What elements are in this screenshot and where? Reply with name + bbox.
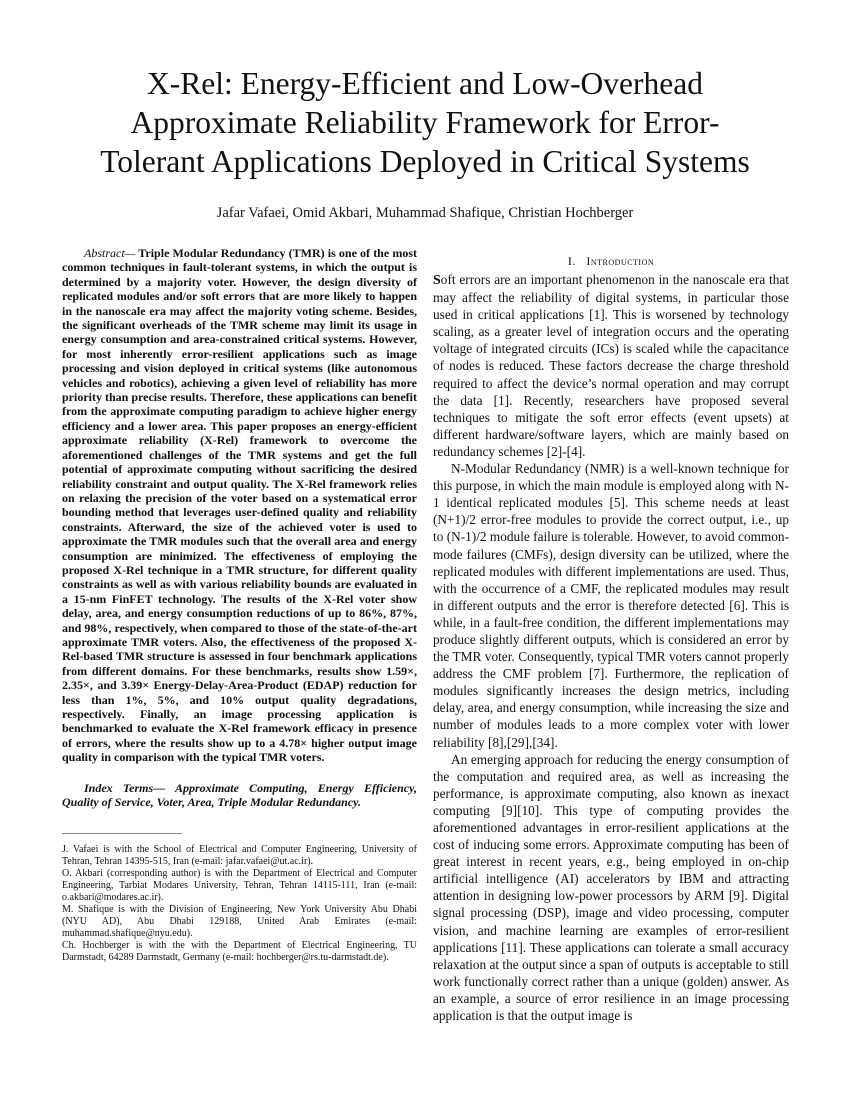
index-terms-label: Index Terms— <box>84 780 166 795</box>
title-line-3: Tolerant Applications Deployed in Critical Systems <box>100 144 750 179</box>
footnote-shafique: M. Shafique is with the Division of Engineering, New York University Abu Dhabi (NYU AD), Abu Dhabi 129188, United Arab Emirates (e-mail: muhammad.shafique@nyu.edu). <box>62 904 417 940</box>
abstract-label: Abstract— <box>84 246 136 260</box>
section-heading <box>433 253 789 269</box>
section-number: I. <box>567 254 576 268</box>
index-terms <box>62 781 417 810</box>
footnote-hochberger: Ch. Hochberger is with the with the Department of Electrical Engineering, TU Darmstadt, 64289 Darmstadt, Germany (e-mail: hochberger@rs.tu-darmstadt.de). <box>62 940 417 964</box>
title-line-1: X-Rel: Energy-Efficient and Low-Overhead <box>146 66 703 101</box>
intro-paragraph-1-text: oft errors are an important phenomenon in the nanoscale era that may affect the reliability of digital systems, in particular those used in critical applications [1]. This is worsened by technology scaling, as a greater level of integration occurs and the operating voltage of integrated circuits (ICs) is scaled while the capacitance of nodes is reduced. These factors decrease the charge threshold required to affect the device’s normal operation and may corrupt the data [1]. Recently, researchers have proposed several techniques to mitigate the soft error effects (event upsets) at different hardware/software layers, which are mainly based on redundancy schemes [2]-[4]. <box>433 272 789 459</box>
drop-cap: S <box>433 273 441 288</box>
title-line-2: Approximate Reliability Framework for Error- <box>130 105 720 140</box>
index-terms-text: Approximate Computing, Energy Efficiency, Quality of Service, Voter, Area, Triple Modular Redundancy. <box>62 780 417 810</box>
abstract-text: Triple Modular Redundancy (TMR) is one of the most common techniques in fault-tolerant systems, in which the output is determined by a majority voter. However, the design diversity of replicated modules and/or soft errors that are more likely to happen in the nanoscale era may affect the majority voting scheme. Besides, the significant overheads of the TMR scheme may limit its usage in energy consumption and area-constrained critical systems. However, for most inherently error-resilient applications such as image processing and vision deployed in critical systems (like autonomous vehicles and robotics), achieving a given level of reliability has more priority than precise results. Therefore, these applications can benefit from the approximate computing paradigm to achieve higher energy efficiency and a lower area. This paper proposes an energy-efficient approximate reliability (X-Rel) framework to overcome the aforementioned challenges of the TMR systems and get the full potential of approximate computing without sacrificing the desired reliability constraint and output quality. The X-Rel framework relies on relaxing the precision of the voter based on a systematical error bounding method that leverages user-defined quality and reliability constraints. Afterward, the size of the achieved voter is used to approximate the TMR modules such that the overall area and energy consumption are minimized. The effectiveness of employing the proposed X-Rel technique in a TMR structure, for different quality constraints as well as with various reliability bounds are evaluated in a 15-nm FinFET technology. The results of the X-Rel voter show delay, area, and energy consumption reductions of up to 86%, 87%, and 98%, respectively, when compared to those of the state-of-the-art approximate TMR voters. Also, the effectiveness of the proposed X-Rel-based TMR structure is assessed in four benchmark applications from different domains. For these benchmarks, results show 1.59×, 2.35×, and 3.39× Energy-Delay-Area-Product (EDAP) reduction for less than 1%, 5%, and 10% output quality degradations, respectively. Finally, an image processing application is benchmarked to evaluate the X-Rel framework efficacy in presence of errors, where the results show up to a 4.78× higher output image quality in comparison with the typical TMR voters. <box>62 246 417 765</box>
intro-paragraph-3: An emerging approach for reducing the energy consumption of the computation and required area, as well as increasing the performance, is approximate computing, also known as inexact computing [9][10]. This type of computing provides the aforementioned advantages in error-resilient applications at the cost of inducing some errors. Approximate computing has been of great interest in recent years, e.g., being employed in on-chip artificial intelligence (AI) accelerators by IBM and attracting attention in designing low-power processors by ARM [9]. Digital signal processing (DSP), image and video processing, computer vision, and machine learning are examples of error-resilient applications [11]. These applications can tolerate a small accuracy relaxation at the output since a span of outputs is acceptable to still work functionally correct rather than a unique (golden) answer. As an example, a source of error resilience in an image processing application is that the output image is <box>433 751 789 1024</box>
section-title: Introduction <box>586 254 655 268</box>
author-list: Jafar Vafaei, Omid Akbari, Muhammad Shafique, Christian Hochberger <box>216 205 634 221</box>
abstract <box>62 246 417 765</box>
footnote-akbari: O. Akbari (corresponding author) is with the Department of Electrical and Computer Engineering, Tarbiat Modares University, Tehran, Tehran 14115-111, Iran (e-mail: o.akbari@modares.ac.ir). <box>62 868 417 904</box>
paper-title <box>60 64 790 181</box>
intro-paragraph-2: N-Modular Redundancy (NMR) is a well-known technique for this purpose, in which the main module is employed along with N-1 identical replicated modules [5]. This scheme needs at least (N+1)/2 error-free modules to provide the correct output, i.e., up to (N-1)/2 module failure is tolerable. However, to avoid common-mode failures (CMFs), design diversity can be utilized, where the replicated modules with different implementations are used. Thus, with the occurrence of a CMF, the replicated modules may result in different outputs and the error is therefore detected [6]. This is while, in a fault-free condition, the different implementations may produce slightly different outputs, which is considered an error by the TMR voter. Consequently, typical TMR voters cannot properly address the CMF problem [7]. Furthermore, the replication of modules significantly increases the design metrics, including delay, area, and energy consumption, while increasing the size and number of modules leads to a more complex voter with lower reliability [8],[29],[34]. <box>433 461 789 750</box>
footnote-divider <box>62 833 182 834</box>
right-column <box>433 253 789 1024</box>
intro-paragraph-1 <box>433 271 789 460</box>
footnote-vafaei: J. Vafaei is with the School of Electrical and Computer Engineering, University of Tehran, Tehran 14395-515, Iran (e-mail: jafar.vafaei@ut.ac.ir). <box>62 844 417 868</box>
left-column <box>62 246 417 964</box>
